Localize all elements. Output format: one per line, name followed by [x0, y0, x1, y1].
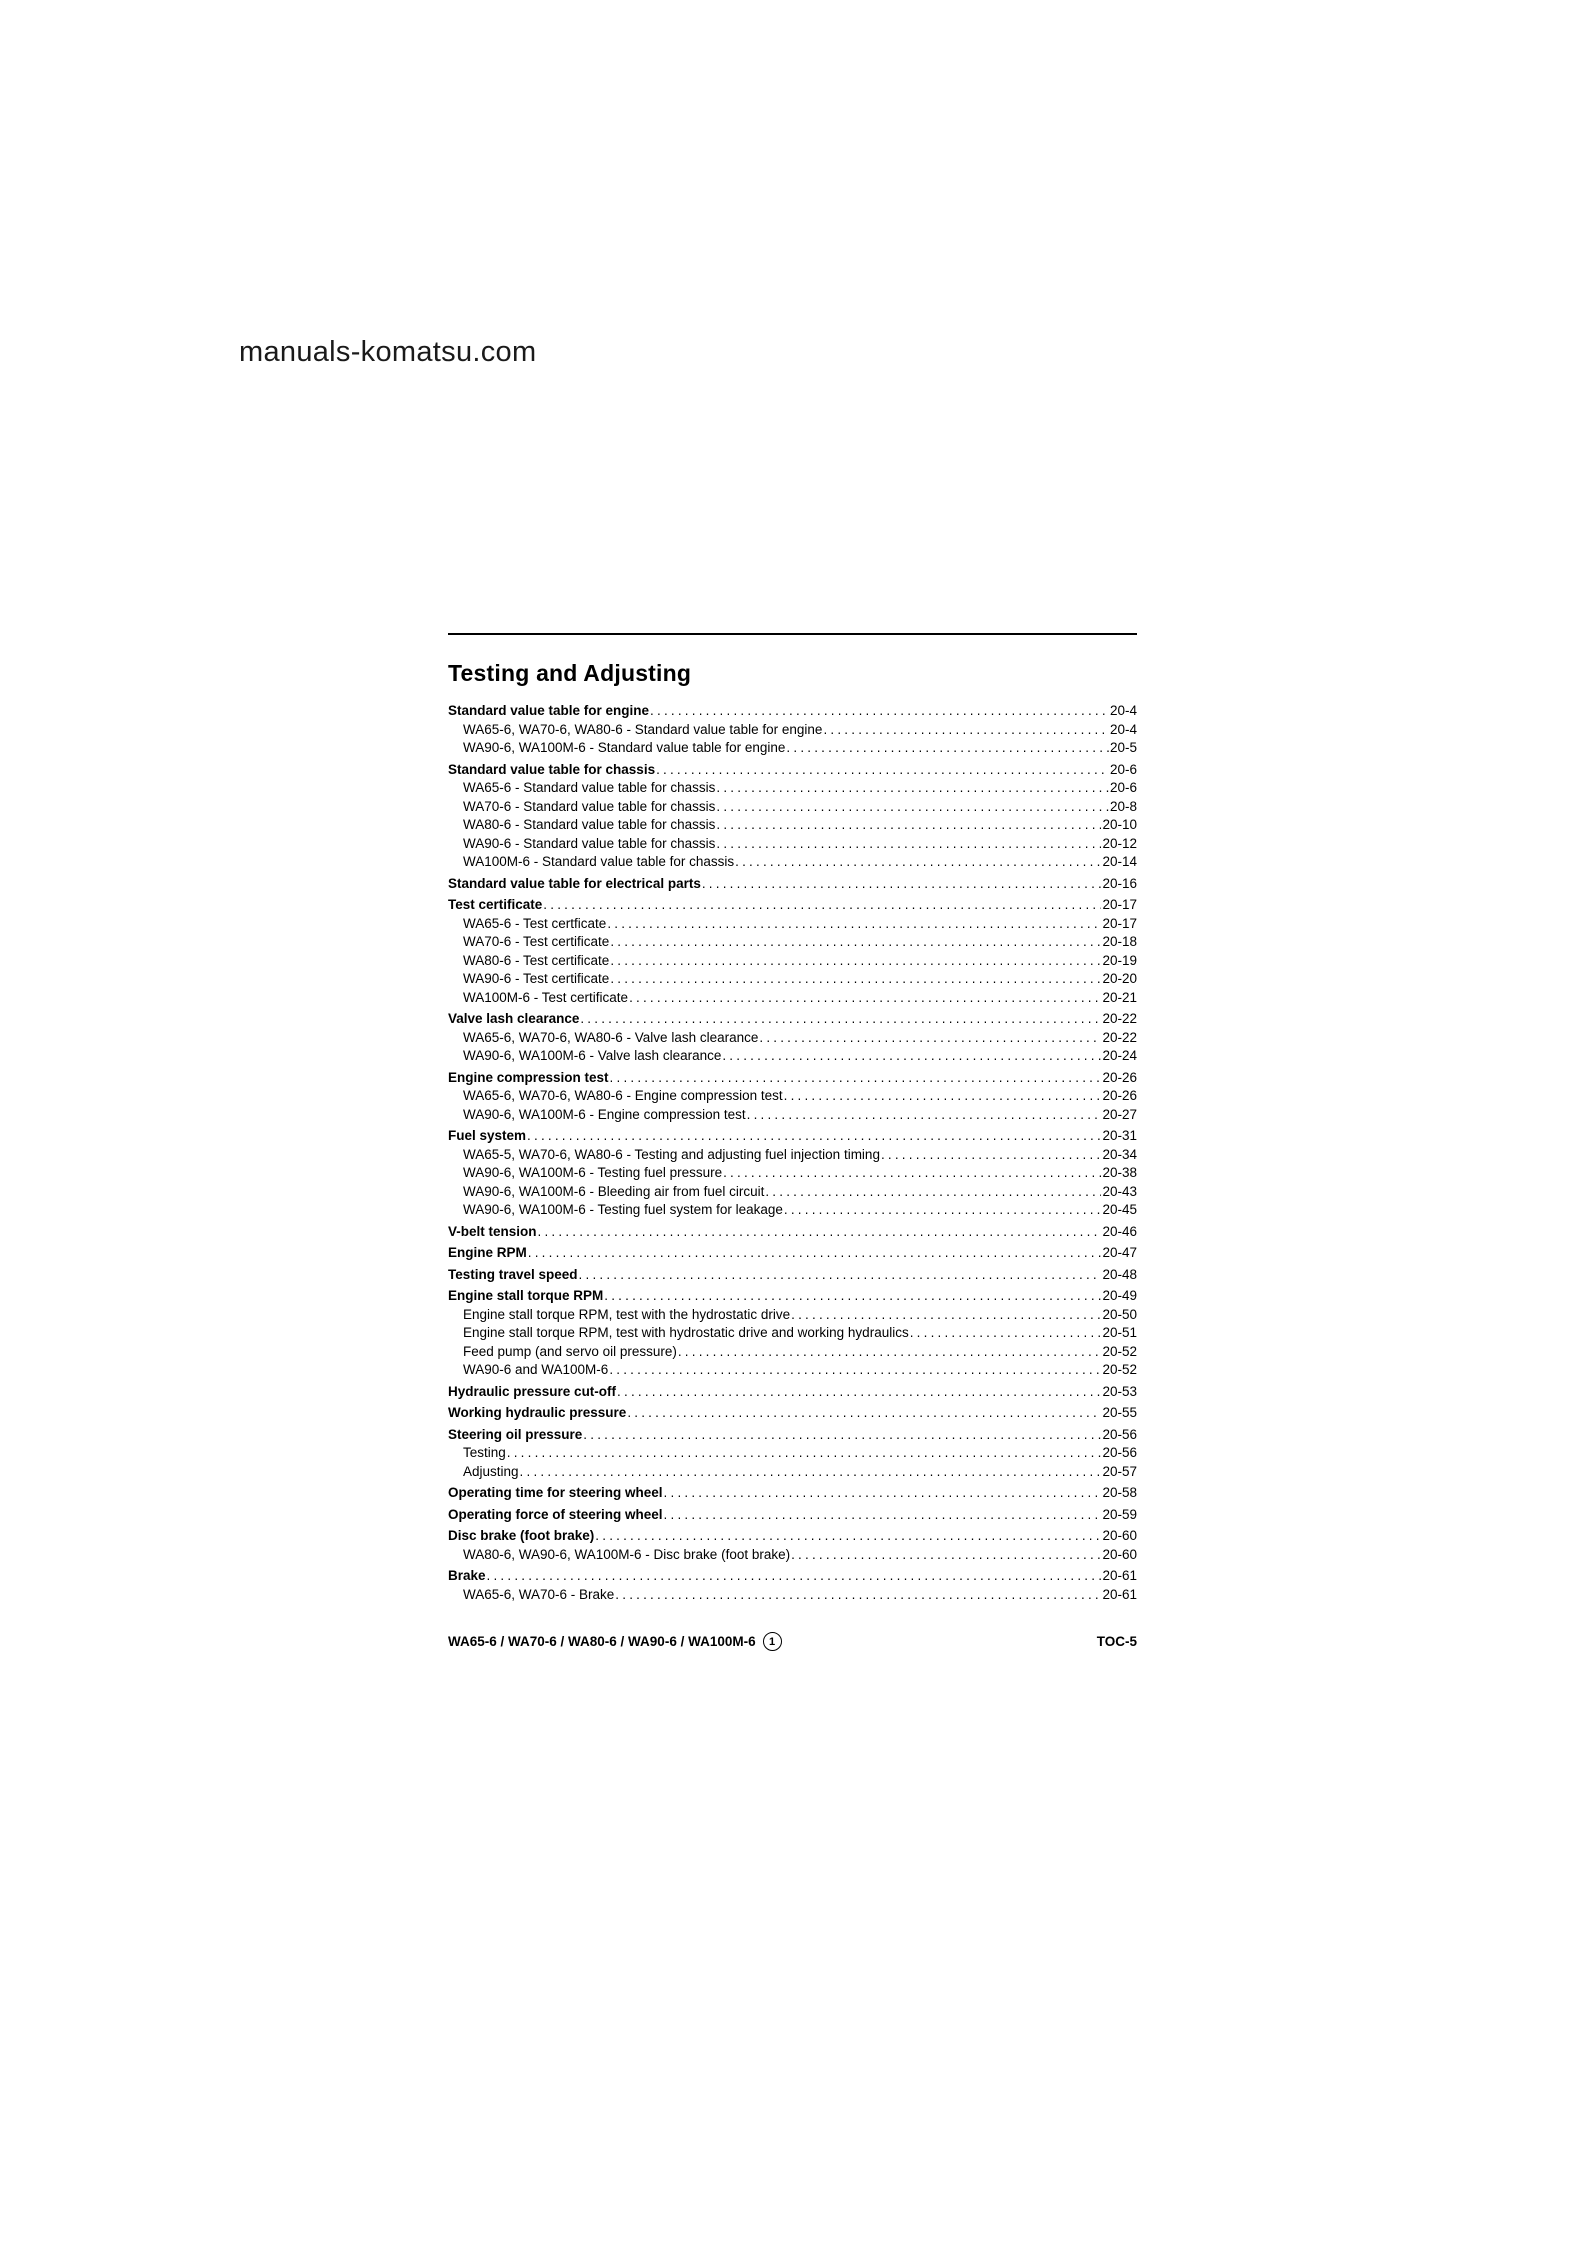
toc-entry-title: Standard value table for electrical parts	[448, 875, 701, 891]
dot-leader	[543, 896, 1101, 915]
toc-entry-title: Engine RPM	[448, 1245, 527, 1260]
toc-entry-title: WA100M-6 - Test certificate	[463, 989, 629, 1005]
dot-leader	[723, 1164, 1101, 1183]
toc-entry-page: 20-38	[1102, 1165, 1137, 1180]
dot-leader	[765, 1183, 1101, 1202]
toc-entry-group	[448, 1266, 1137, 1285]
toc-entry-page: 20-17	[1102, 897, 1137, 912]
toc-entry-page: 20-24	[1102, 1048, 1137, 1063]
toc-entry-group	[448, 1426, 1137, 1445]
toc-entry-title: Disc brake (foot brake)	[448, 1528, 595, 1543]
toc-entry-title: WA90-6, WA100M-6 - Testing fuel system for leakage	[463, 1202, 783, 1217]
dot-leader	[664, 1484, 1102, 1503]
toc-entry-title: Steering oil pressure	[448, 1426, 583, 1442]
dot-leader	[678, 1343, 1102, 1362]
toc-entry-sub	[448, 1444, 1137, 1463]
toc-entry-title: WA90-6 and WA100M-6	[463, 1362, 609, 1377]
toc-entry-page: 20-52	[1102, 1343, 1137, 1359]
toc-entry-sub	[448, 1586, 1137, 1605]
dot-leader	[617, 1383, 1101, 1402]
toc-entry-sub	[448, 1201, 1137, 1220]
toc-entry-group	[448, 761, 1137, 780]
dot-leader	[716, 835, 1101, 854]
toc-entry-group	[448, 896, 1137, 915]
footer-page-number: TOC-5	[1096, 1634, 1137, 1649]
dot-leader	[702, 875, 1102, 894]
toc-entry-sub	[448, 989, 1137, 1008]
toc-entry-title: WA70-6 - Standard value table for chassis	[463, 798, 716, 814]
footer-models	[448, 1632, 782, 1651]
watermark-text: manuals-komatsu.com	[239, 336, 537, 368]
dot-leader	[786, 739, 1109, 758]
dot-leader	[791, 1546, 1101, 1565]
toc-group	[448, 1567, 1137, 1604]
toc-entry-group	[448, 1567, 1137, 1586]
toc-entry-group	[448, 1127, 1137, 1146]
toc-entry-title: Engine stall torque RPM, test with the hydrostatic drive	[463, 1306, 791, 1322]
toc-entry-group	[448, 1404, 1137, 1423]
dot-leader	[823, 721, 1109, 740]
toc-entry-sub	[448, 1164, 1137, 1183]
toc-group	[448, 1404, 1137, 1423]
sheet-number-badge	[763, 1632, 782, 1651]
toc-entry-sub	[448, 798, 1137, 817]
dot-leader	[528, 1244, 1102, 1263]
toc-entry-page: 20-55	[1102, 1405, 1137, 1420]
toc-entry-group	[448, 875, 1137, 894]
toc-entry-page: 20-27	[1102, 1106, 1137, 1122]
toc-entry-sub	[448, 739, 1137, 758]
dot-leader	[716, 798, 1109, 817]
toc-entry-title: WA90-6, WA100M-6 - Testing fuel pressure	[463, 1165, 723, 1180]
dot-leader	[607, 915, 1101, 934]
dot-leader	[627, 1404, 1101, 1423]
toc-entry-title: Fuel system	[448, 1128, 527, 1143]
toc-entry-page: 20-58	[1102, 1485, 1137, 1500]
toc-entry-title: WA90-6, WA100M-6 - Bleeding air from fuel circuit	[463, 1183, 765, 1199]
toc-entry-page: 20-26	[1102, 1088, 1137, 1103]
dot-leader	[722, 1047, 1101, 1066]
dot-leader	[716, 779, 1109, 798]
dot-leader	[784, 1201, 1102, 1220]
toc-entry-title: Test certificate	[448, 897, 543, 912]
dot-leader	[520, 1463, 1102, 1482]
toc-entry-sub	[448, 915, 1137, 934]
toc-entry-title: WA65-6, WA70-6, WA80-6 - Engine compression test	[463, 1088, 783, 1103]
toc-entry-group	[448, 1287, 1137, 1306]
toc-entry-page: 20-34	[1102, 1146, 1137, 1162]
dot-leader	[664, 1506, 1102, 1525]
toc-group	[448, 875, 1137, 894]
dot-leader	[735, 853, 1101, 872]
toc-entry-page: 20-43	[1102, 1183, 1137, 1199]
toc-entry-sub	[448, 1361, 1137, 1380]
dot-leader	[610, 1069, 1102, 1088]
toc-entry-title: WA65-6 - Standard value table for chassis	[463, 780, 716, 795]
toc-entry-title: Brake	[448, 1568, 486, 1583]
dot-leader	[759, 1029, 1101, 1048]
toc-entry-title: WA80-6 - Test certificate	[463, 952, 610, 968]
toc-group	[448, 1244, 1137, 1263]
toc-entry-title: Standard value table for engine	[448, 703, 650, 718]
dot-leader	[610, 970, 1101, 989]
toc-group	[448, 1527, 1137, 1564]
toc-entry-title: Testing	[463, 1445, 506, 1460]
toc-entry-page: 20-8	[1109, 798, 1137, 814]
toc-content	[448, 633, 1137, 1604]
toc-entry-title: Valve lash clearance	[448, 1011, 580, 1026]
toc-entry-group	[448, 1527, 1137, 1546]
toc-entry-page: 20-22	[1102, 1029, 1137, 1045]
dot-leader	[580, 1010, 1101, 1029]
toc-entry-sub	[448, 1343, 1137, 1362]
dot-leader	[791, 1306, 1101, 1325]
toc-entry-sub	[448, 1306, 1137, 1325]
dot-leader	[507, 1444, 1102, 1463]
dot-leader	[881, 1146, 1102, 1165]
dot-leader	[910, 1324, 1102, 1343]
toc-group	[448, 1287, 1137, 1380]
toc-entry-page: 20-6	[1109, 761, 1137, 777]
dot-leader	[629, 989, 1101, 1008]
dot-leader	[610, 952, 1101, 971]
dot-leader	[716, 816, 1101, 835]
toc-entry-page: 20-17	[1102, 915, 1137, 931]
toc-entry-sub	[448, 779, 1137, 798]
toc-group	[448, 1484, 1137, 1503]
toc-entry-title: WA90-6, WA100M-6 - Standard value table for engine	[463, 740, 786, 755]
toc-entry-group	[448, 702, 1137, 721]
toc-entry-page: 20-16	[1102, 875, 1137, 891]
toc-group	[448, 761, 1137, 872]
toc-entry-sub	[448, 816, 1137, 835]
toc-entry-page: 20-6	[1109, 780, 1137, 795]
toc-entry-title: WA90-6 - Standard value table for chassis	[463, 835, 716, 851]
dot-leader	[604, 1287, 1101, 1306]
toc-entry-sub	[448, 1029, 1137, 1048]
toc-entry-sub	[448, 835, 1137, 854]
toc-entry-page: 20-26	[1102, 1069, 1137, 1085]
toc-entry-group	[448, 1244, 1137, 1263]
toc-entry-title: WA80-6 - Standard value table for chassis	[463, 817, 716, 832]
toc-entry-page: 20-52	[1102, 1362, 1137, 1377]
toc-entry-page: 20-22	[1102, 1011, 1137, 1026]
toc-group	[448, 896, 1137, 1007]
toc-entry-page: 20-20	[1102, 971, 1137, 986]
toc-entry-page: 20-18	[1102, 934, 1137, 949]
toc-group	[448, 1127, 1137, 1220]
toc-entry-page: 20-49	[1102, 1288, 1137, 1303]
toc-entry-title: Testing travel speed	[448, 1266, 578, 1282]
toc-entry-page: 20-4	[1109, 703, 1137, 718]
sheet-number: 1	[769, 1635, 776, 1648]
toc-entry-title: Engine compression test	[448, 1069, 609, 1085]
toc-entry-sub	[448, 952, 1137, 971]
toc-entry-title: Hydraulic pressure cut-off	[448, 1383, 617, 1399]
toc-entry-title: WA90-6 - Test certificate	[463, 971, 610, 986]
toc-group	[448, 702, 1137, 758]
toc-group	[448, 1266, 1137, 1285]
toc-entry-sub	[448, 1546, 1137, 1565]
toc-entry-page: 20-10	[1102, 817, 1137, 832]
toc-entry-page: 20-61	[1102, 1586, 1137, 1602]
toc-entry-sub	[448, 933, 1137, 952]
dot-leader	[609, 1361, 1101, 1380]
toc-entry-title: WA65-5, WA70-6, WA80-6 - Testing and adjusting fuel injection timing	[463, 1146, 880, 1162]
toc-entry-title: WA70-6 - Test certificate	[463, 934, 610, 949]
toc-entry-title: WA65-6 - Test certficate	[463, 915, 607, 931]
toc-entry-sub	[448, 1146, 1137, 1165]
toc-entry-title: WA100M-6 - Standard value table for chassis	[463, 854, 735, 869]
toc-group	[448, 1069, 1137, 1125]
dot-leader	[747, 1106, 1102, 1125]
toc-entry-title: Engine stall torque RPM	[448, 1288, 604, 1303]
toc-entry-page: 20-60	[1102, 1528, 1137, 1543]
toc-entry-page: 20-53	[1102, 1383, 1137, 1399]
toc-entry-title: Feed pump (and servo oil pressure)	[463, 1343, 677, 1359]
toc-entry-group	[448, 1383, 1137, 1402]
toc-entry-sub	[448, 1324, 1137, 1343]
toc-entry-page: 20-47	[1102, 1245, 1137, 1260]
dot-leader	[595, 1527, 1101, 1546]
toc-entry-title: Operating force of steering wheel	[448, 1506, 663, 1522]
toc-entry-group	[448, 1010, 1137, 1029]
toc-entry-page: 20-21	[1102, 989, 1137, 1005]
toc-entry-title: WA90-6, WA100M-6 - Valve lash clearance	[463, 1048, 722, 1063]
toc-group	[448, 1506, 1137, 1525]
toc-entry-page: 20-51	[1102, 1325, 1137, 1340]
dot-leader	[527, 1127, 1101, 1146]
toc-entry-sub	[448, 1087, 1137, 1106]
dot-leader	[650, 702, 1109, 721]
toc-entry-sub	[448, 1463, 1137, 1482]
toc-entry-page: 20-19	[1102, 952, 1137, 968]
toc-entry-page: 20-56	[1102, 1445, 1137, 1460]
dot-leader	[656, 761, 1109, 780]
toc-entry-title: Working hydraulic pressure	[448, 1405, 627, 1420]
toc-entry-page: 20-60	[1102, 1546, 1137, 1562]
toc-entry-group	[448, 1506, 1137, 1525]
toc-entry-sub	[448, 970, 1137, 989]
toc-entry-page: 20-48	[1102, 1266, 1137, 1282]
toc-entry-page: 20-50	[1102, 1306, 1137, 1322]
dot-leader	[610, 933, 1101, 952]
top-rule	[448, 633, 1137, 635]
toc-entry-title: Operating time for steering wheel	[448, 1485, 663, 1500]
toc-entry-page: 20-57	[1102, 1463, 1137, 1479]
toc-entry-title: Standard value table for chassis	[448, 761, 656, 777]
toc-group	[448, 1223, 1137, 1242]
toc-entry-sub	[448, 1047, 1137, 1066]
toc-entry-sub	[448, 853, 1137, 872]
toc-entry-title: WA65-6, WA70-6, WA80-6 - Standard value table for engine	[463, 721, 823, 737]
dot-leader	[487, 1567, 1102, 1586]
page-footer	[448, 1632, 1137, 1651]
toc-list	[448, 702, 1137, 1604]
toc-entry-page: 20-4	[1109, 721, 1137, 737]
toc-entry-page: 20-5	[1109, 740, 1137, 755]
toc-entry-group	[448, 1069, 1137, 1088]
toc-entry-page: 20-31	[1102, 1128, 1137, 1143]
toc-entry-page: 20-14	[1102, 854, 1137, 869]
dot-leader	[784, 1087, 1102, 1106]
toc-entry-page: 20-12	[1102, 835, 1137, 851]
toc-entry-sub	[448, 721, 1137, 740]
toc-entry-title: WA65-6, WA70-6, WA80-6 - Valve lash clearance	[463, 1029, 759, 1045]
toc-entry-page: 20-61	[1102, 1568, 1137, 1583]
toc-entry-sub	[448, 1106, 1137, 1125]
section-title: Testing and Adjusting	[448, 660, 692, 686]
toc-entry-group	[448, 1223, 1137, 1242]
toc-entry-title: WA90-6, WA100M-6 - Engine compression test	[463, 1106, 746, 1122]
toc-entry-page: 20-46	[1102, 1223, 1137, 1239]
dot-leader	[538, 1223, 1102, 1242]
toc-entry-title: V-belt tension	[448, 1223, 537, 1239]
toc-entry-title: WA80-6, WA90-6, WA100M-6 - Disc brake (foot brake)	[463, 1546, 791, 1562]
toc-entry-title: WA65-6, WA70-6 - Brake	[463, 1586, 615, 1602]
toc-group	[448, 1383, 1137, 1402]
toc-group	[448, 1010, 1137, 1066]
toc-group	[448, 1426, 1137, 1482]
footer-models-text: WA65-6 / WA70-6 / WA80-6 / WA90-6 / WA100M-6	[448, 1634, 756, 1649]
dot-leader	[615, 1586, 1101, 1605]
toc-entry-sub	[448, 1183, 1137, 1202]
toc-entry-title: Adjusting	[463, 1463, 519, 1479]
toc-entry-title: Engine stall torque RPM, test with hydrostatic drive and working hydraulics	[463, 1325, 909, 1340]
dot-leader	[583, 1426, 1101, 1445]
toc-entry-page: 20-45	[1102, 1202, 1137, 1217]
toc-entry-page: 20-59	[1102, 1506, 1137, 1522]
toc-entry-page: 20-56	[1102, 1426, 1137, 1442]
dot-leader	[579, 1266, 1102, 1285]
toc-entry-group	[448, 1484, 1137, 1503]
